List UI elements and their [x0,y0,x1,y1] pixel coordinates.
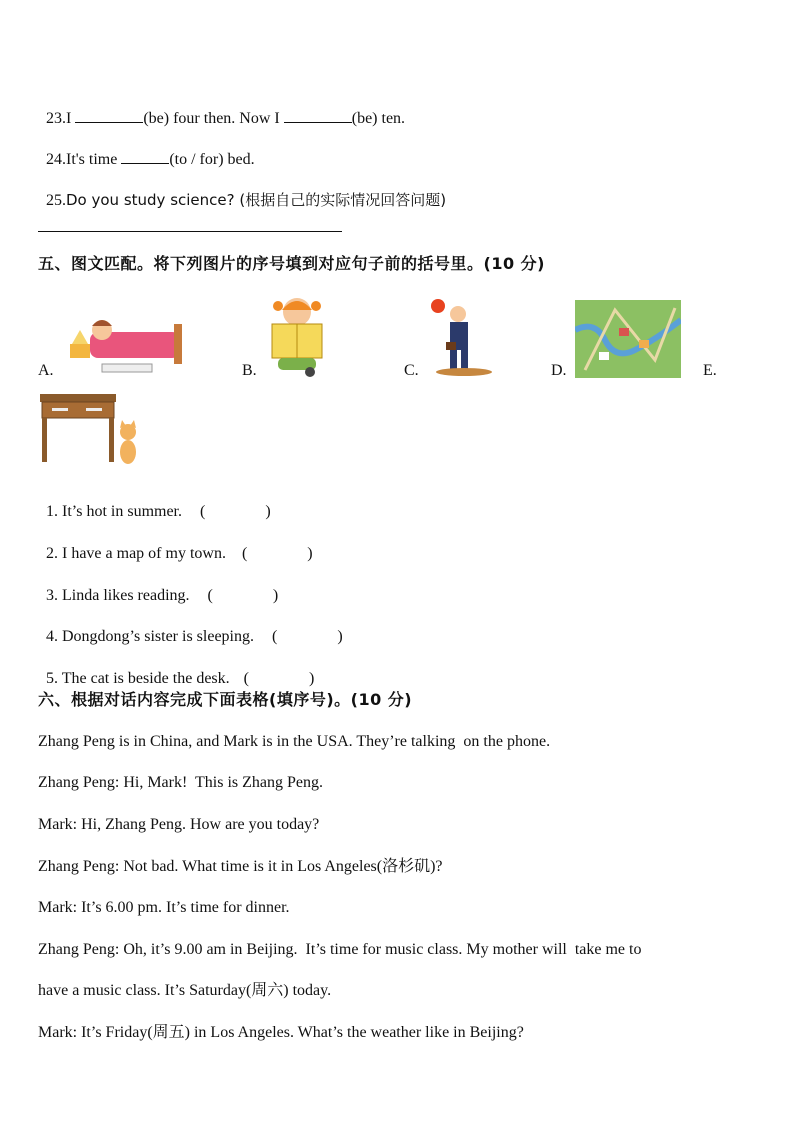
dialogue-line: Zhang Peng: Hi, Mark! This is Zhang Peng. [38,774,324,791]
sentence-text: 4. Dongdong’s sister is sleeping. [46,628,254,645]
shoe-shape [305,367,315,377]
desk-leg-shape [42,418,47,462]
sentence-text: 5. The cat is beside the desk. [46,670,230,687]
question-number: 25. [46,192,66,209]
dialogue-line: Zhang Peng: Not bad. What time is it in Los Angeles(洛杉矶)? [38,858,443,875]
bedpost-shape [174,324,182,364]
sentence-text: 2. I have a map of my town. [46,545,226,562]
matching-sentence-2 [38,524,313,564]
head-shape [450,306,466,322]
desk-top-shape [40,394,116,402]
answer-line[interactable] [38,231,342,232]
answer-parentheses[interactable]: ( ) [241,545,313,562]
dialogue-line: Mark: Hi, Zhang Peng. How are you today? [38,816,320,833]
cat-body-shape [120,440,136,464]
question-number: 24. [46,151,66,168]
hair-shape [92,320,112,326]
picture-label-a: A. [38,362,54,379]
question-text: (to / for) bed. [169,151,255,168]
matching-sentence-3 [38,566,278,606]
girl-reading-book-picture [266,292,328,378]
dialogue-line: Zhang Peng: Oh, it’s 9.00 am in Beijing. It’s time for music class. My mother will take me to [38,941,642,958]
answer-blank[interactable] [284,108,352,123]
sun-shape [431,299,445,313]
pigtail-shape [273,301,283,311]
leg-shape [450,350,457,370]
building-shape [619,328,629,336]
answer-parentheses[interactable]: ( ) [207,587,279,604]
picture-label-b: B. [242,362,257,379]
drawer-handle [86,408,102,411]
question-text: (be) four then. Now I [143,110,284,127]
man-sweating-in-sun-picture [428,296,500,378]
section-6-heading: 六、根据对话内容完成下面表格(填序号)。(10 分) [38,690,413,709]
girl-sleeping-in-bed-picture [62,310,186,376]
picture-label-c: C. [404,362,419,379]
answer-parentheses[interactable]: ( ) [272,628,343,645]
dialogue-line: Zhang Peng is in China, and Mark is in the USA. They’re talking on the phone. [38,733,551,750]
question-text: Do you study science? (根据自己的实际情况回答问题) [66,191,447,209]
desk-leg-shape [109,418,114,462]
answer-blank[interactable] [75,108,143,123]
answer-parentheses[interactable]: ( ) [243,670,315,687]
map-background [575,300,681,378]
pigtail-shape [311,301,321,311]
question-25 [38,170,446,211]
lamp-shape [72,330,88,344]
matching-sentence-4 [38,607,343,647]
building-shape [599,352,609,360]
question-text: It's time [66,151,122,168]
question-24 [38,129,255,170]
question-number: 23. [46,110,66,127]
question-23 [38,88,405,129]
dialogue-line: Mark: It’s 6.00 pm. It’s time for dinner. [38,899,290,916]
leg-shape [461,350,468,370]
town-map-picture [575,300,681,378]
dialogue-line: Mark: It’s Friday(周五) in Los Angeles. What’s the weather like in Beijing? [38,1024,524,1041]
question-text: I [66,110,76,127]
picture-label-e: E. [703,362,717,379]
ground-shape [436,368,492,376]
picture-label-d: D. [551,362,567,379]
section-5-heading: 五、图文匹配。将下列图片的序号填到对应句子前的括号里。(10 分) [38,254,545,273]
sentence-text: 3. Linda likes reading. [46,587,190,604]
drawer-handle [52,408,68,411]
hair-shape [282,301,312,310]
briefcase-shape [446,342,456,350]
cat-beside-desk-picture [38,390,142,466]
building-shape [639,340,649,348]
sentence-text: 1. It’s hot in summer. [46,503,182,520]
slippers-shape [102,364,152,372]
answer-parentheses[interactable]: ( ) [200,503,271,520]
matching-sentence-5 [38,649,314,689]
dialogue-line: have a music class. It’s Saturday(周六) today. [38,982,332,999]
question-text: (be) ten. [351,110,406,127]
answer-blank[interactable] [121,149,169,164]
nightstand-shape [70,344,90,358]
matching-sentence-1 [38,482,271,522]
